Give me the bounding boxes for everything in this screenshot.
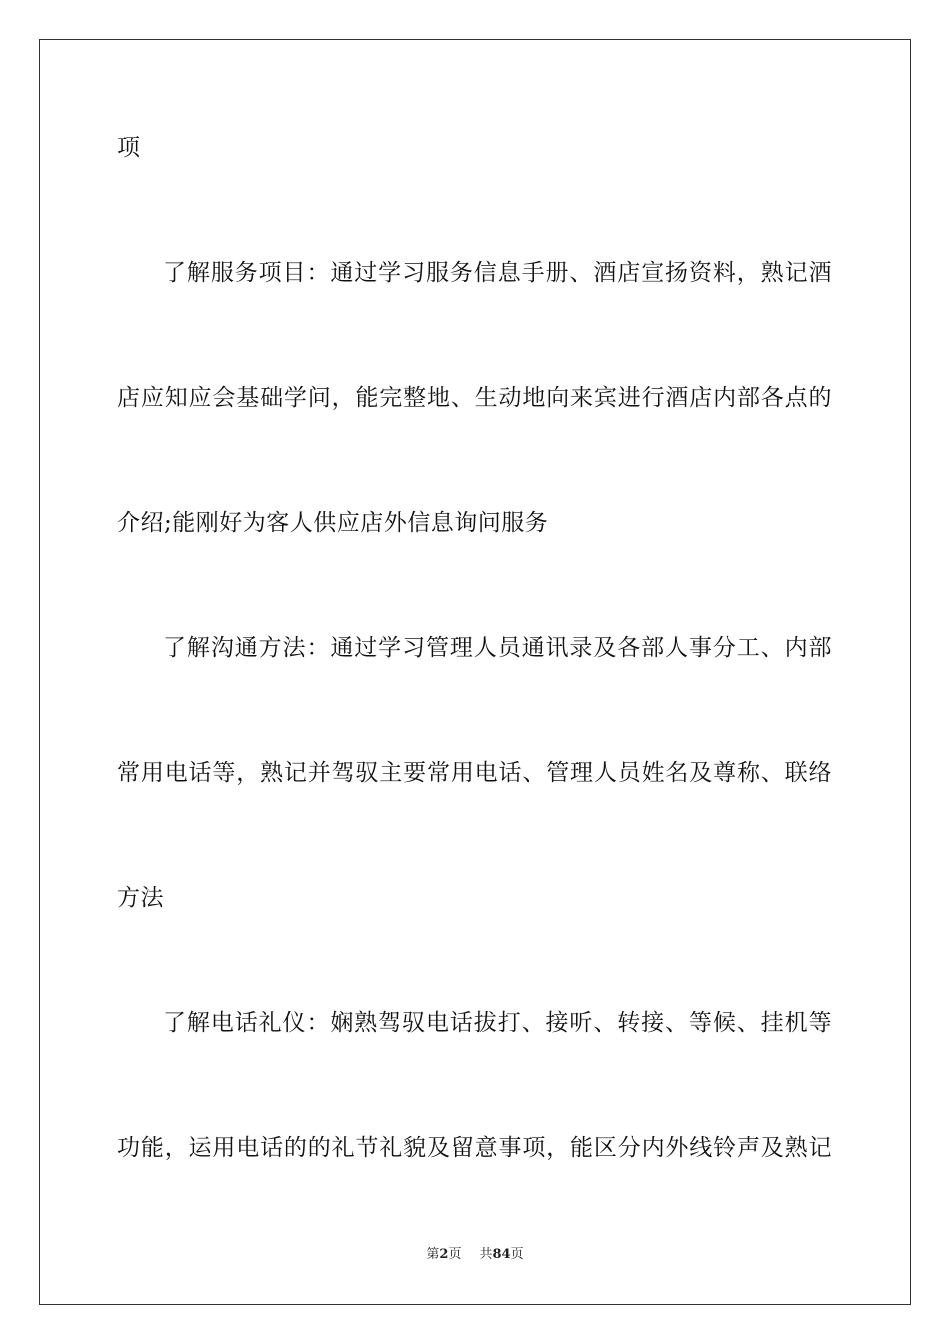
text-line-2: 了解服务项目：通过学习服务信息手册、酒店宣扬资料，熟记酒 (163, 260, 832, 286)
text-line-6: 常用电话等，熟记并驾驭主要常用电话、管理人员姓名及尊称、联络 (117, 760, 832, 786)
text-line-7: 方法 (117, 885, 164, 911)
text-line-3: 店应知应会基础学问，能完整地、生动地向来宾进行酒店内部各点的 (117, 385, 832, 411)
footer-total-prefix: 共 (479, 1247, 493, 1262)
text-line-1: 项 (117, 135, 141, 161)
text-line-5: 了解沟通方法：通过学习管理人员通讯录及各部人事分工、内部 (163, 635, 832, 661)
page-border (39, 39, 911, 1305)
text-line-8: 了解电话礼仪：娴熟驾驭电话拔打、接听、转接、等候、挂机等 (163, 1010, 832, 1036)
text-line-4: 介绍;能刚好为客人供应店外信息询问服务 (117, 510, 549, 536)
page-footer (0, 1246, 950, 1264)
footer-page-number: 2 (439, 1247, 449, 1262)
footer-total-pages: 84 (492, 1247, 511, 1262)
footer-page-prefix: 第 (426, 1247, 440, 1262)
text-line-9: 功能，运用电话的的礼节礼貌及留意事项，能区分内外线铃声及熟记 (117, 1135, 832, 1161)
footer-page-suffix: 页 (448, 1247, 462, 1262)
footer-total-suffix: 页 (510, 1247, 524, 1262)
